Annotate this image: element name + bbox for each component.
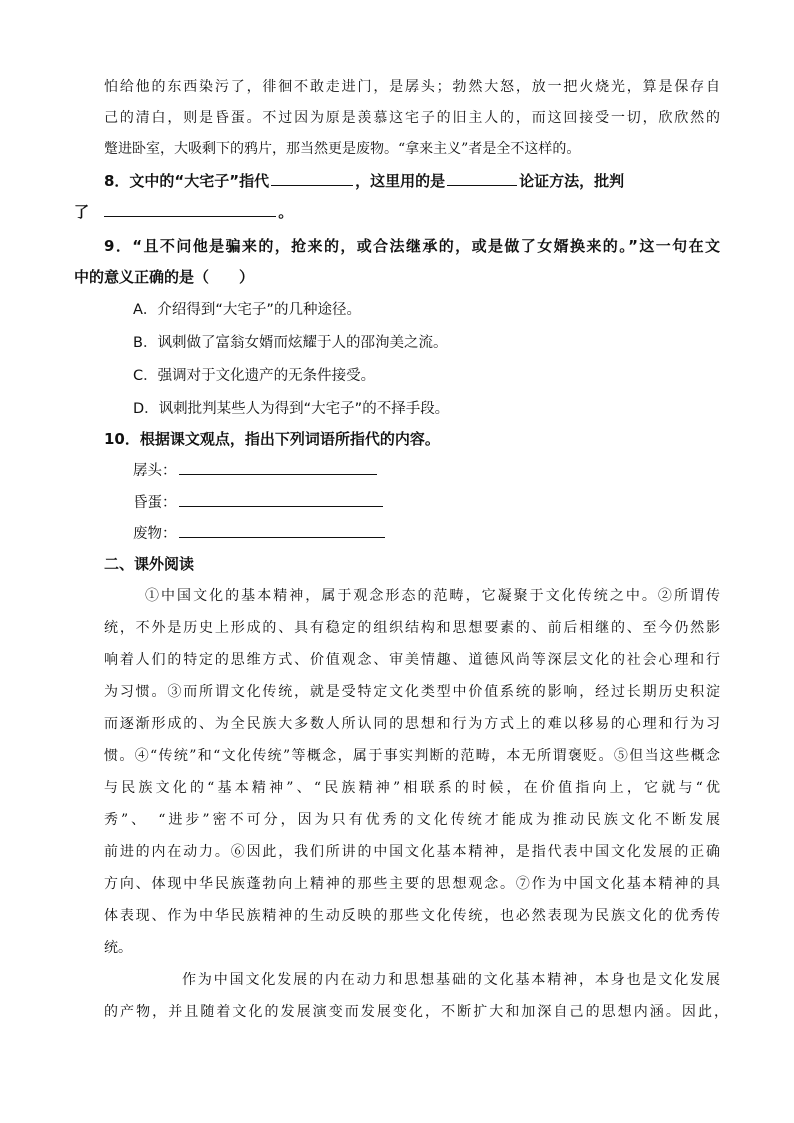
question-9-line-2: 中的意义正确的是（ ）: [74, 268, 255, 286]
q10-item-3: [133, 522, 387, 543]
para1-line-4: 为习惯。③而所谓文化传统，就是受特定文化类型中价值系统的影响，经过长期历史积淀: [104, 684, 720, 700]
q10-label-1: 孱头：: [133, 463, 177, 479]
q10-label-2: 昏蛋：: [133, 495, 177, 511]
para1-line-2: 统，不外是历史上形成的、具有稳定的组织结构和思想要素的、前后相继的、至今仍然影: [104, 620, 720, 636]
q8-blank-1[interactable]: [271, 171, 353, 186]
passage-line-1: 怕给他的东西染污了，徘徊不敢走进门，是孱头；勃然大怒，放一把火烧光，算是保存自: [104, 79, 720, 95]
q10-blank-1[interactable]: [179, 460, 377, 475]
option-a[interactable]: A．介绍得到“大宅子”的几种途径。: [133, 302, 361, 318]
passage-line-2: 己的清白，则是昏蛋。不过因为原是羡慕这宅子的旧主人的，而这回接受一切，欣欣然的: [104, 110, 720, 126]
para1-line-11: 体表现、作为中华民族精神的生动反映的那些文化传统，也必然表现为民族文化的优秀传: [104, 908, 720, 924]
para1-line-3: 响着人们的特定的思维方式、价值观念、审美情趣、道德风尚等深层文化的社会心理和行: [104, 652, 720, 668]
option-c[interactable]: C．强调对于文化遗产的无条件接受。: [133, 368, 376, 384]
q8-text-3: 论证方法，批判: [519, 172, 625, 190]
para2-line-2: 的产物，并且随着文化的发展演变而发展变化，不断扩大和加深自己的思想内涵。因此，: [104, 1004, 728, 1020]
question-8-line-2: [74, 201, 293, 222]
option-b[interactable]: B．讽刺做了富翁女婿而炫耀于人的邵洵美之流。: [133, 335, 448, 351]
para1-line-5: 而逐渐形成的、为全民族大多数人所认同的思想和行为方式上的难以移易的心理和行为习: [104, 716, 720, 732]
q8-text-1: 8．文中的“大宅子”指代: [104, 172, 270, 190]
question-8-line-1: [104, 170, 624, 191]
para1-line-7: 与民族文化的“基本精神”、“民族精神”相联系的时候，在价值指向上，它就与“优: [104, 780, 720, 796]
section-2-title: 二、课外阅读: [104, 555, 195, 573]
q10-blank-3[interactable]: [179, 523, 385, 538]
para1-line-8: 秀”、 “进步”密不可分，因为只有优秀的文化传统才能成为推动民族文化不断发展: [104, 812, 720, 828]
para1-line-10: 方向、体现中华民族蓬勃向上精神的那些主要的思想观念。⑦作为中国文化基本精神的具: [104, 876, 720, 892]
q10-label-3: 废物：: [133, 526, 177, 542]
para1-line-9: 前进的内在动力。⑥因此，我们所讲的中国文化基本精神，是指代表中国文化发展的正确: [104, 844, 720, 860]
q10-blank-2[interactable]: [179, 492, 383, 507]
q10-item-2: [133, 491, 385, 512]
para1-line-1: ①中国文化的基本精神，属于观念形态的范畴，它凝聚于文化传统之中。②所谓传: [145, 588, 720, 604]
option-d[interactable]: D．讽刺批判某些人为得到“大宅子”的不择手段。: [133, 401, 450, 417]
para1-line-12: 统。: [104, 940, 132, 956]
q10-item-1: [133, 459, 379, 480]
para2-line-1: 作为中国文化发展的内在动力和思想基础的文化基本精神，本身也是文化发展: [182, 972, 720, 988]
question-10-stem: 10．根据课文观点，指出下列词语所指代的内容。: [104, 430, 440, 448]
para1-line-6: 惯。④“传统”和“文化传统”等概念，属于事实判断的范畴，本无所谓褒贬。⑤但当这些概念: [104, 748, 720, 764]
q8-text-5: 。: [278, 203, 294, 221]
passage-line-3: 蹩进卧室，大吸剩下的鸦片，那当然更是废物。“拿来主义”者是全不这样的。: [104, 141, 581, 157]
question-9-line-1: 9．“且不问他是骗来的，抢来的，或合法继承的，或是做了女婿换来的。”这一句在文: [104, 237, 720, 255]
q8-text-2: ，这里用的是: [355, 172, 446, 190]
q8-text-4: 了: [74, 203, 90, 221]
q8-blank-3[interactable]: [104, 202, 276, 217]
q8-blank-2[interactable]: [447, 171, 517, 186]
